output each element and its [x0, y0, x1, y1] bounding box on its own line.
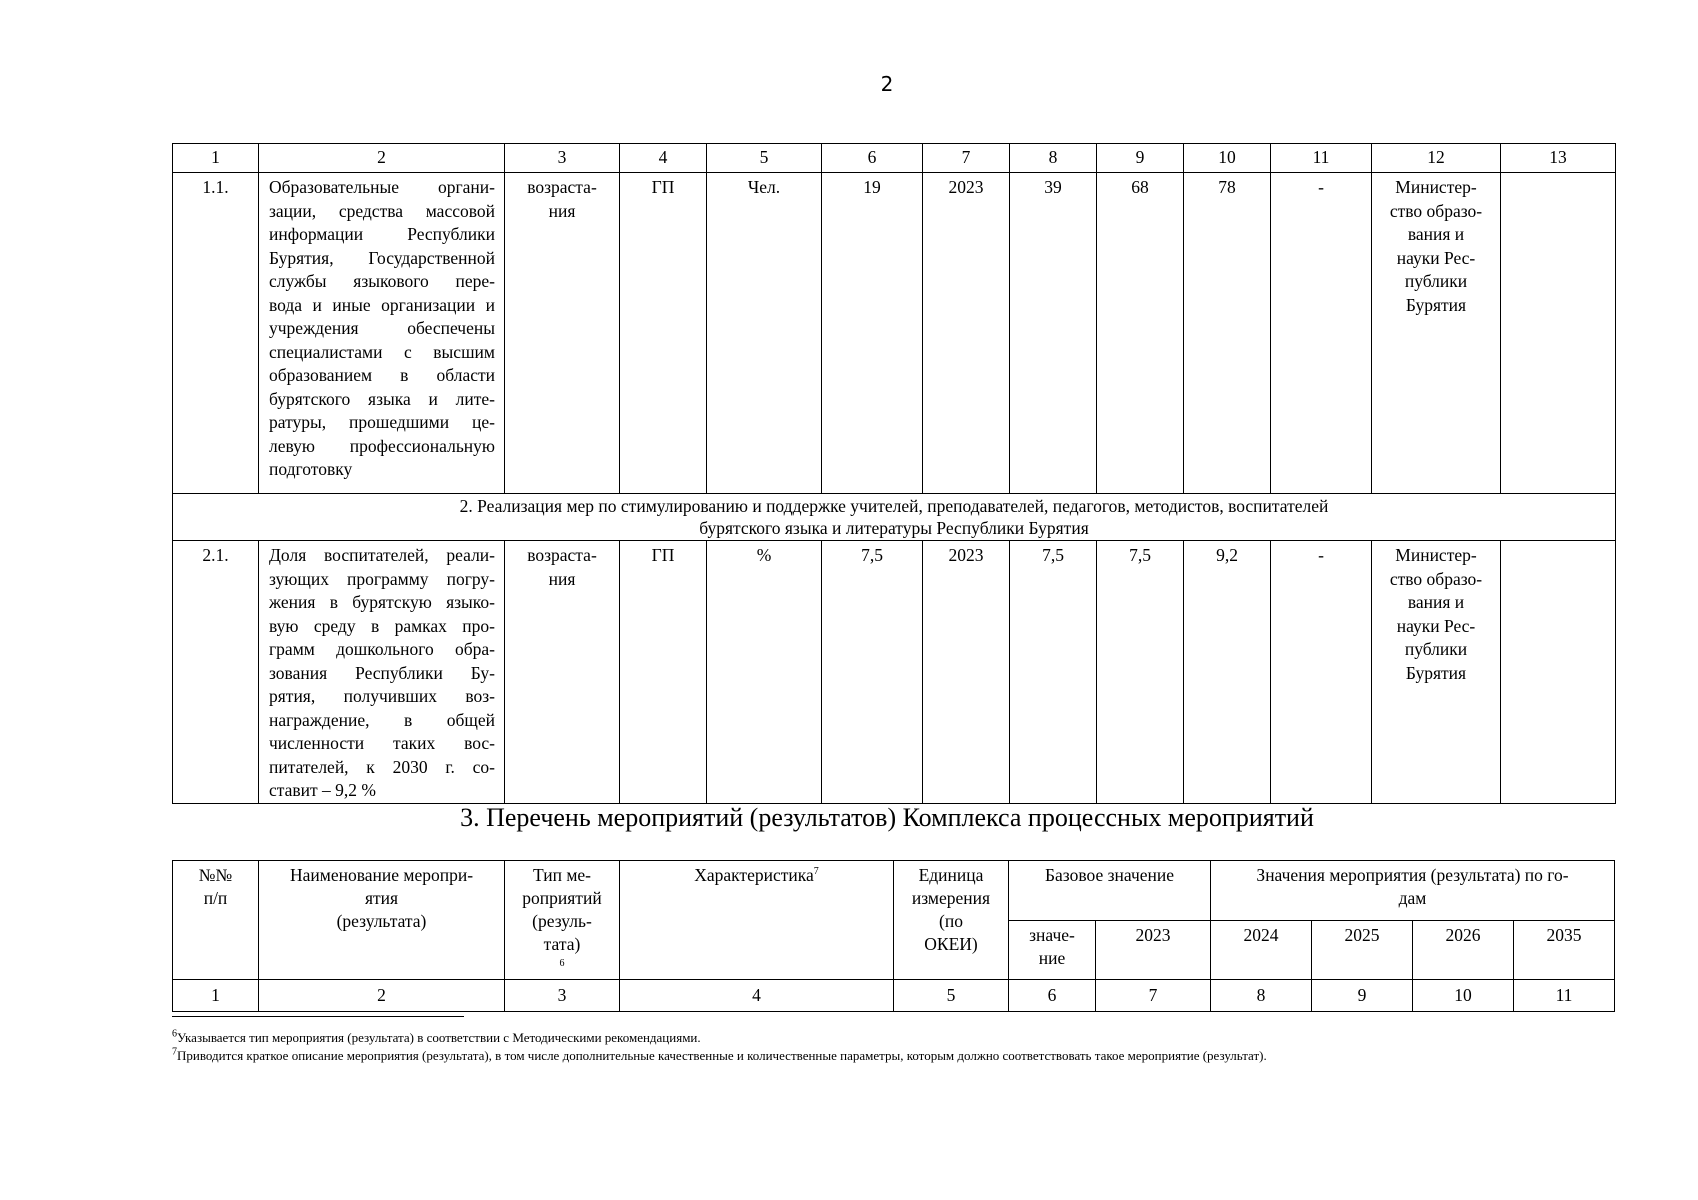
responsible-body [1372, 173, 1501, 494]
header-row [173, 861, 1615, 921]
header-base-value: Базовое значение [1009, 861, 1211, 921]
indicator-unit: Чел. [707, 173, 822, 494]
text-line: Министер- [1395, 545, 1477, 565]
row-number: 1.1. [173, 173, 259, 494]
text-line: (результата) [336, 911, 427, 931]
column-number: 1 [173, 144, 259, 173]
text-line: публики [1404, 639, 1468, 659]
text-line: измерения [911, 888, 991, 908]
table-row [173, 541, 1616, 804]
header-base-value-value [1009, 920, 1096, 980]
column-number: 11 [1514, 980, 1615, 1012]
text-line: ство образо- [1389, 568, 1483, 589]
text-line: Бурятия [1405, 294, 1467, 315]
text-line: Бурятия [1405, 662, 1467, 683]
base-year: 2023 [923, 541, 1010, 804]
header-year: 2024 [1211, 920, 1312, 980]
column-number: 4 [620, 980, 894, 1012]
text-line: вую среду в рамках про- [269, 615, 495, 636]
column-number: 1 [173, 980, 259, 1012]
column-number: 7 [1096, 980, 1211, 1012]
indicator-name [259, 541, 505, 804]
text-line: награждение, в общей [269, 709, 495, 730]
text-line: Министер- [1395, 177, 1477, 197]
text-line: вания и [1407, 224, 1465, 244]
text-line: ние [1038, 947, 1066, 968]
section-row [173, 494, 1616, 541]
text-line: публики [1404, 271, 1468, 291]
indicator-trend [505, 541, 620, 804]
section-2-line-2: бурятского языка и литературы Республики Бурятия [699, 518, 1089, 538]
footnote-6 [172, 1029, 701, 1046]
column-number: 7 [923, 144, 1010, 173]
text-line: Бурятия, Государственной [269, 247, 495, 268]
footnote-separator [172, 1016, 464, 1017]
header-activity-type-text [505, 864, 619, 956]
text-line: вода и иные организации и [269, 294, 495, 315]
column-number: 9 [1312, 980, 1413, 1012]
column-number: 10 [1413, 980, 1514, 1012]
text-line: учреждения обеспечены [269, 318, 495, 338]
header-yearly-values [1211, 861, 1615, 921]
text-line: бурятского языка и лите- [269, 388, 495, 409]
text-line: специалистами с высшим [269, 341, 495, 362]
indicator-unit: % [707, 541, 822, 804]
value-col-11: - [1271, 173, 1372, 494]
text-line: вания и [1407, 592, 1465, 612]
header-year: 2035 [1514, 920, 1615, 980]
text-line: информации Республики [269, 224, 495, 244]
value-col-9: 68 [1097, 173, 1184, 494]
text-line: науки Рес- [1396, 247, 1476, 268]
text-line: зации, средства массовой [269, 200, 495, 221]
footnote-6-text: Указывается тип мероприятия (результата) в соответствии с Методическими рекомендациями. [177, 1030, 701, 1045]
header-activity-name [259, 861, 505, 980]
indicators-table [172, 143, 1616, 804]
responsible-body [1372, 541, 1501, 804]
column-number-row [173, 980, 1615, 1012]
text-line: тата) [543, 934, 581, 954]
column-number: 5 [707, 144, 822, 173]
base-year: 2023 [923, 173, 1010, 494]
text-line: ратуры, прошедшими це- [269, 412, 495, 432]
value-col-9: 7,5 [1097, 541, 1184, 804]
text-line: возраста- [527, 545, 597, 565]
table-row [173, 173, 1616, 494]
column-number: 11 [1271, 144, 1372, 173]
text-line: ятия [364, 888, 399, 908]
page-number: 2 [880, 72, 894, 96]
footnote-6-ref: 6 [559, 958, 565, 970]
text-line: жения в бурятскую языко- [269, 592, 495, 612]
header-number [173, 861, 259, 980]
value-col-8: 7,5 [1010, 541, 1097, 804]
text-line: дам [1398, 888, 1427, 908]
column-number: 2 [259, 144, 505, 173]
value-col-10: 9,2 [1184, 541, 1271, 804]
text-line: ство образо- [1389, 200, 1483, 221]
base-value: 7,5 [822, 541, 923, 804]
footnote-7-ref: 7 [813, 866, 819, 878]
text-line: зования Республики Бу- [269, 662, 495, 683]
section-2-line-1: 2. Реализация мер по стимулированию и поддержке учителей, преподавателей, педагогов, методистов, воспитателей [459, 496, 1329, 516]
text-line: Наименование меропри- [289, 865, 474, 885]
column-number: 12 [1372, 144, 1501, 173]
text-line: зующих программу погру- [269, 568, 495, 589]
value-col-8: 39 [1010, 173, 1097, 494]
text-line: Образовательные органи- [269, 177, 495, 197]
text-line: Тип ме- [532, 865, 592, 885]
column-number: 13 [1501, 144, 1616, 173]
text-line: ния [548, 200, 576, 221]
text-line: Единица [918, 865, 984, 885]
activities-table [172, 860, 1615, 1012]
header-activity-type [505, 861, 620, 980]
text-line: п/п [203, 888, 228, 908]
row-number: 2.1. [173, 541, 259, 804]
column-number: 10 [1184, 144, 1271, 173]
header-characteristic-text: Характеристика [694, 865, 814, 885]
value-col-10: 78 [1184, 173, 1271, 494]
text-line: численности таких вос- [269, 733, 495, 753]
footnote-7 [172, 1047, 1267, 1064]
column-number: 3 [505, 980, 620, 1012]
header-characteristic [620, 861, 894, 980]
text-line: образованием в области [269, 365, 495, 385]
text-line: питателей, к 2030 г. со- [269, 756, 495, 777]
value-col-13 [1501, 541, 1616, 804]
text-line: ставит – 9,2 % [269, 780, 376, 800]
text-line: (по [939, 911, 963, 931]
text-line: возраста- [527, 177, 597, 197]
text-line: грамм дошкольного обра- [269, 639, 495, 659]
column-number: 3 [505, 144, 620, 173]
section-3-heading: 3. Перечень мероприятий (результатов) Комплекса процессных мероприятий [460, 803, 1314, 832]
text-line: службы языкового пере- [269, 271, 495, 291]
column-number: 9 [1097, 144, 1184, 173]
text-line: науки Рес- [1396, 615, 1476, 636]
column-number: 8 [1211, 980, 1312, 1012]
text-line: №№ [198, 865, 233, 885]
value-col-13 [1501, 173, 1616, 494]
footnote-6-mark: 6 [172, 1028, 177, 1040]
header-year: 2026 [1413, 920, 1514, 980]
column-number: 2 [259, 980, 505, 1012]
footnote-7-text: Приводится краткое описание мероприятия (результата), в том числе дополнительные качественные и количественные параметры, которым должно соответствовать такое мероприятие (результат). [177, 1048, 1267, 1063]
text-line: рятия, получивших воз- [269, 686, 495, 706]
column-number: 5 [894, 980, 1009, 1012]
indicator-trend [505, 173, 620, 494]
footnote-7-mark: 7 [172, 1046, 177, 1058]
text-line: Доля воспитателей, реали- [269, 545, 495, 565]
indicator-name [259, 173, 505, 494]
header-base-year: 2023 [1096, 920, 1211, 980]
section-2-title [173, 494, 1616, 541]
column-number: 6 [1009, 980, 1096, 1012]
value-col-11: - [1271, 541, 1372, 804]
base-value: 19 [822, 173, 923, 494]
text-line: роприятий [522, 888, 602, 908]
column-number: 8 [1010, 144, 1097, 173]
header-unit [894, 861, 1009, 980]
text-line: значе- [1029, 924, 1075, 945]
text-line: ния [548, 568, 576, 589]
column-number-row [173, 144, 1616, 173]
text-line: подготовку [269, 459, 353, 479]
text-line: ОКЕИ) [924, 934, 978, 954]
text-line: Значения мероприятия (результата) по го- [1256, 865, 1569, 885]
column-number: 4 [620, 144, 707, 173]
header-year: 2025 [1312, 920, 1413, 980]
column-number: 6 [822, 144, 923, 173]
indicator-level: ГП [620, 541, 707, 804]
text-line: (резуль- [532, 911, 592, 931]
indicator-level: ГП [620, 173, 707, 494]
text-line: левую профессиональную [269, 435, 495, 456]
